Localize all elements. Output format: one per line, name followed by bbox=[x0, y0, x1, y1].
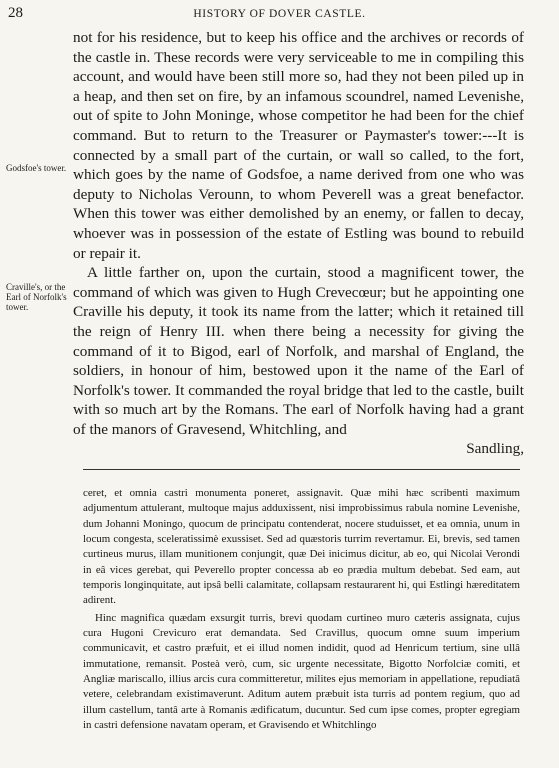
footnote-rule bbox=[83, 469, 520, 470]
sidenote-craville: Craville's, or the Earl of Norfolk's tower. bbox=[6, 282, 67, 312]
main-text bbox=[73, 28, 524, 459]
main-paragraph-2: A little farther on, upon the curtain, stood a magnificent tower, the command of which was given to Hugh Crevecœur; but he appointing one Craville his deputy, it took its name from the latter; which it retained till the reign of Henry III. when there being a necessity for giving the command of it to Bigod, earl of Norfolk, and marshal of England, the soldiers, in honour of him, bestowed upon it the name of the Earl of Norfolk's tower. It commanded the royal bridge that led to the castle, built with so much art by the Romans. The earl of Norfolk having had a grant of the manors of Gravesend, Whitchling, and bbox=[73, 264, 524, 438]
catchword: Sandling, bbox=[466, 440, 524, 458]
footnote-paragraph-1: ceret, et omnia castri monumenta poneret, assignavit. Quæ mihi hæc scribenti maximum adjumentum attulerant, multoque majus adduxissent, nisi improbissimus rabula nomine Levenishe, dum Johanni Moningo, quocum de principatu contenderat, nocere studuisset, et ea omnia, unum in locum congesta, sceleratissimè exussiset. Sed ad quæstoris turrim revertamur. Ei, brevis, sed tamen curtineus murus, illam munitionem conjungit, quæ Dei inicimus dicitur, ab eo, qui Nicolai Verondi in eâ vices gerebat, qui Peverello propter concessa ab eo prædia multum debebat. Sed eam, aut temporis longinquitate, aut ipsâ belli calamitate, collapsam restaurarent hi, qui Estlingi hæreditatem adirent. bbox=[83, 487, 520, 607]
main-paragraph-1: not for his residence, but to keep his office and the archives or records of the castle in. These records were very serviceable to me in compiling this account, and would have been still more so, had they not been piled up in a heap, and then set on fire, by an infamous scoundrel, named Levenishe, out of spite to John Moninge, whose competitor he had been for the chief command. But to return to the Treasurer or Paymaster's tower:---It is connected by a small part of the curtain, or wall so called, to the fort, which goes by the name of Godsfoe, a name derived from one who was deputy to Nicholas Verounn, to whom Peverell was a great benefactor. When this tower was either demolished by an enemy, or fallen to decay, whoever was in possession of the estate of Estling was bound to rebuild or repair it. bbox=[73, 29, 524, 262]
running-title: HISTORY OF DOVER CASTLE. bbox=[193, 8, 366, 20]
sidenote-godsfoe: Godsfoe's tower. bbox=[6, 163, 67, 173]
footnotes bbox=[83, 486, 520, 734]
footnote-paragraph-2: Hinc magnifica quædam exsurgit turris, brevi quodam curtineo muro cæteris assignata, cujus cura Hugoni Crevicuro erat demandata. Sed Cravillus, quocum omne suum imperium communicavit, et castro præfuit, et ei illud nomen indidit, quod ad Henricum tertium, sine ullâ immutatione, remansit. Posteà verò, cum, sic urgente necessitate, Bigotto Norfolciæ comiti, et Angliæ mariscallo, illius arcis cura committeretur, milites ejus memoriam in appellatione, repudiatâ vetere, celebrandam existimaverunt. Aditum autem præbuit ista turris ad pontem regium, quo ad illum castellum, tantâ arte à Romanis ædificatum, ducuntur. Sed cum ipse comes, propter egregiam in castri defensione navatam operam, et Gravisendo et Whitchlingo bbox=[83, 611, 520, 732]
page-number: 28 bbox=[8, 5, 23, 21]
